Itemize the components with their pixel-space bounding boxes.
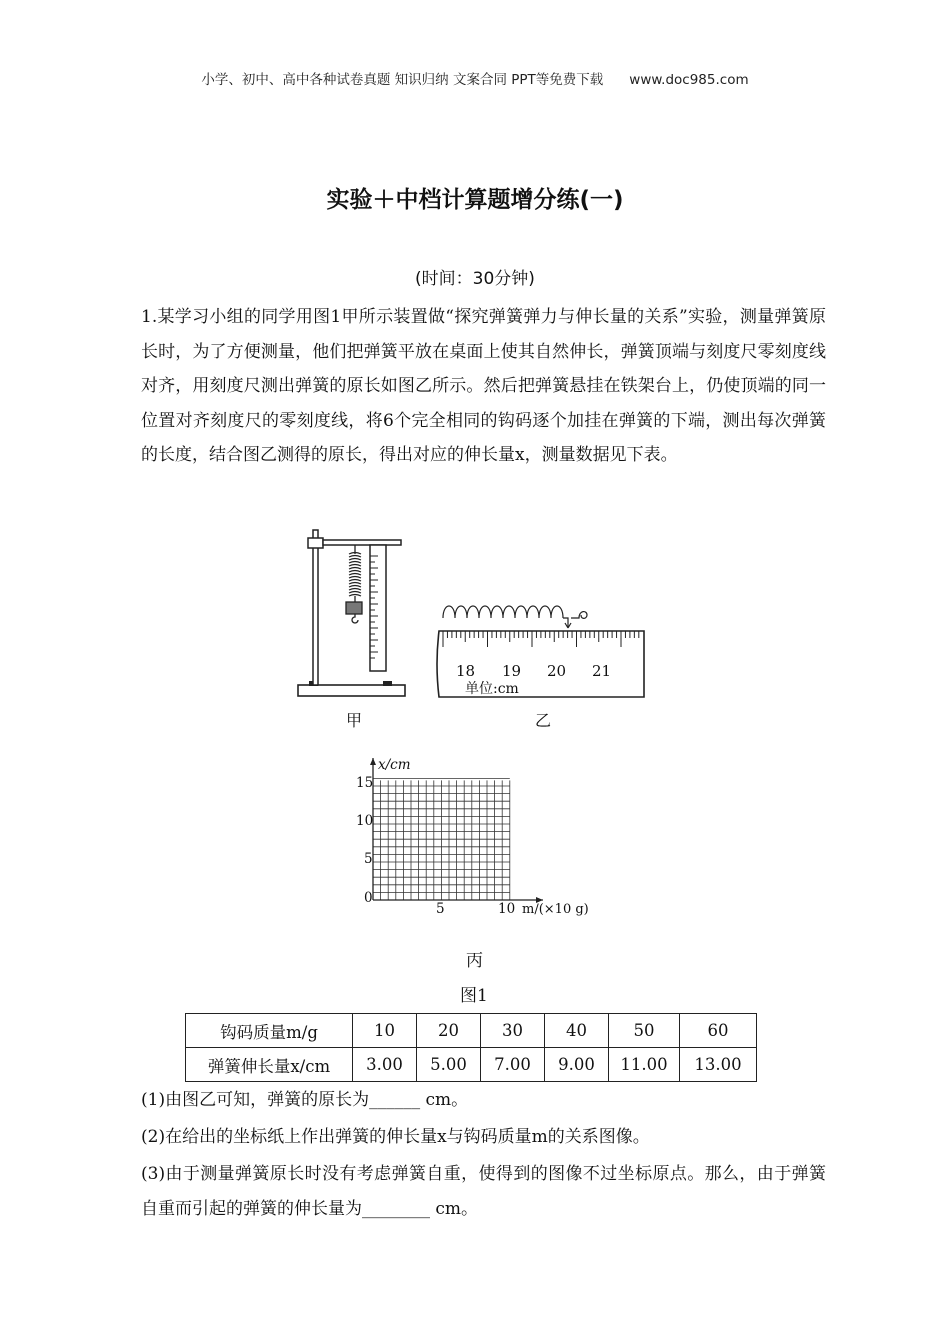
label-jia: 甲 xyxy=(346,711,363,730)
page-title: 实验＋中档计算题增分练(一) xyxy=(326,187,624,213)
graph-xtick-10: 10 xyxy=(498,901,516,917)
table-cell: 50 xyxy=(609,1014,680,1048)
table-header-mass: 钩码质量m/g xyxy=(186,1014,353,1048)
graph-ytick-10: 10 xyxy=(356,813,374,829)
graph-ytick-0: 0 xyxy=(364,890,373,906)
graph-xtick-5: 5 xyxy=(436,901,445,917)
graph-ytick-5: 5 xyxy=(364,851,373,867)
ruler-label-21: 21 xyxy=(592,662,612,680)
figure-caption: 图1 xyxy=(460,986,488,1006)
question-1: (1)由图乙可知，弹簧的原长为______ cm。 xyxy=(141,1090,469,1110)
table-cell: 11.00 xyxy=(609,1048,680,1082)
question-3: (3)由于测量弹簧原长时没有考虑弹簧自重，使得到的图像不过坐标原点。那么，由于弹簧自重而引起的弹簧的伸长量为________ cm。 xyxy=(141,1164,826,1219)
table-cell: 7.00 xyxy=(481,1048,545,1082)
table-cell: 3.00 xyxy=(353,1048,417,1082)
question-2: (2)在给出的坐标纸上作出弹簧的伸长量x与钩码质量m的关系图像。 xyxy=(141,1127,650,1147)
ruler-label-18: 18 xyxy=(456,662,476,680)
ruler-label-20: 20 xyxy=(547,662,567,680)
table-cell: 30 xyxy=(481,1014,545,1048)
label-yi: 乙 xyxy=(535,711,552,730)
table-row-extension xyxy=(186,1048,757,1082)
figure-jia-stand xyxy=(295,528,410,703)
header-site[interactable]: www.doc985.com xyxy=(629,72,749,88)
page-header xyxy=(0,68,950,88)
table-cell: 20 xyxy=(417,1014,481,1048)
ruler-unit: 单位:cm xyxy=(465,681,519,697)
label-bing: 丙 xyxy=(466,951,483,971)
table-cell: 13.00 xyxy=(680,1048,757,1082)
table-row-mass xyxy=(186,1014,757,1048)
graph-grid xyxy=(373,778,510,900)
table-header-extension: 弹簧伸长量x/cm xyxy=(186,1048,353,1082)
table-cell: 9.00 xyxy=(545,1048,609,1082)
table-cell: 40 xyxy=(545,1014,609,1048)
time-note: (时间：30分钟) xyxy=(415,269,535,289)
table-cell: 5.00 xyxy=(417,1048,481,1082)
problem-intro: 1.某学习小组的同学用图1甲所示装置做“探究弹簧弹力与伸长量的关系”实验，测量弹簧原长时，为了方便测量，他们把弹簧平放在桌面上使其自然伸长，弹簧顶端与刻度尺零刻度线对齐，用刻度尺测出弹簧的原长如图乙所示。然后把弹簧悬挂在铁架台上，仍使顶端的同一位置对齐刻度尺的零刻度线，将6个完全相同的钩码逐个加挂在弹簧的下端，测出每次弹簧的长度，结合图乙测得的原长，得出对应的伸长量x，测量数据见下表。 xyxy=(141,307,826,466)
graph-y-label: x/cm xyxy=(378,757,411,773)
graph-x-label: m/(×10 g) xyxy=(522,902,589,917)
graph-ytick-15: 15 xyxy=(356,775,374,791)
figure-bing-graph xyxy=(355,756,615,926)
ruler-label-19: 19 xyxy=(502,662,522,680)
data-table xyxy=(185,1013,757,1082)
header-text: 小学、初中、高中各种试卷真题 知识归纳 文案合同 PPT等免费下载 xyxy=(201,72,604,88)
table-cell: 10 xyxy=(353,1014,417,1048)
table-cell: 60 xyxy=(680,1014,757,1048)
